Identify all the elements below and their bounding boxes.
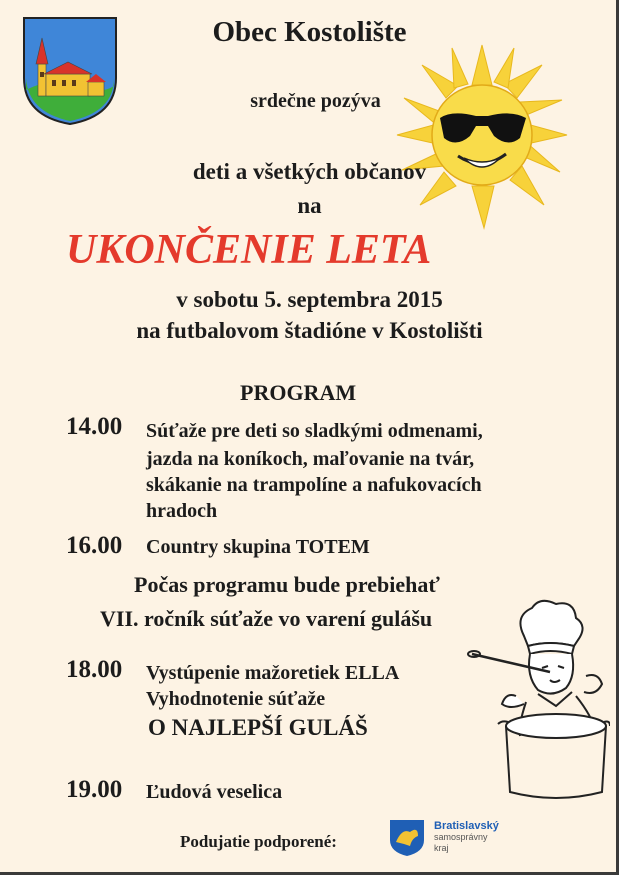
bratislava-region-logo [388, 818, 528, 858]
program-time-3: 18.00 [66, 656, 123, 683]
program-heading: PROGRAM [240, 380, 357, 405]
program-item-3-line-2: Vyhodnotenie súťaže [146, 688, 326, 710]
program-time-2: 16.00 [66, 532, 123, 559]
sponsor-name-line-3: kraj [434, 843, 449, 853]
program-item-1-line-1: Súťaže pre deti so sladkými odmenami, [146, 420, 483, 442]
program-time-4: 19.00 [66, 776, 123, 803]
during-program-line-1: Počas programu bude prebiehať [134, 572, 440, 597]
event-place: na futbalovom štadióne v Kostolišti [136, 318, 483, 343]
program-item-1-line-4: hradoch [146, 500, 218, 522]
program-item-3-line-1: Vystúpenie mažoretiek ELLA [146, 662, 400, 684]
event-date: v sobotu 5. septembra 2015 [176, 287, 443, 312]
program-item-4: Ľudová veselica [146, 781, 283, 803]
sponsor-name-line-1: Bratislavský [434, 820, 499, 832]
preposition-text: na [297, 193, 322, 218]
program-item-1-line-3: skákanie na trampolíne a nafukovacích [146, 474, 482, 496]
program-item-1-line-2: jazda na koníkoch, maľovanie na tvár, [146, 448, 475, 470]
sponsor-name-line-2: samosprávny [434, 832, 488, 842]
supported-by-label: Podujatie podporené: [180, 832, 337, 851]
program-time-1: 14.00 [66, 413, 123, 440]
event-title: UKONČENIE LETA [66, 227, 432, 273]
chef-cooking-illustration [446, 596, 610, 802]
program-item-2: Country skupina TOTEM [146, 536, 370, 558]
village-title: Obec Kostolište [212, 16, 407, 48]
program-item-3-line-3: O NAJLEPŠÍ GULÁŠ [148, 715, 368, 740]
during-program-line-2: VII. ročník súťaže vo varení gulášu [100, 606, 433, 631]
invitation-text: srdečne pozýva [250, 90, 381, 112]
audience-text: deti a všetkých občanov [192, 159, 427, 184]
